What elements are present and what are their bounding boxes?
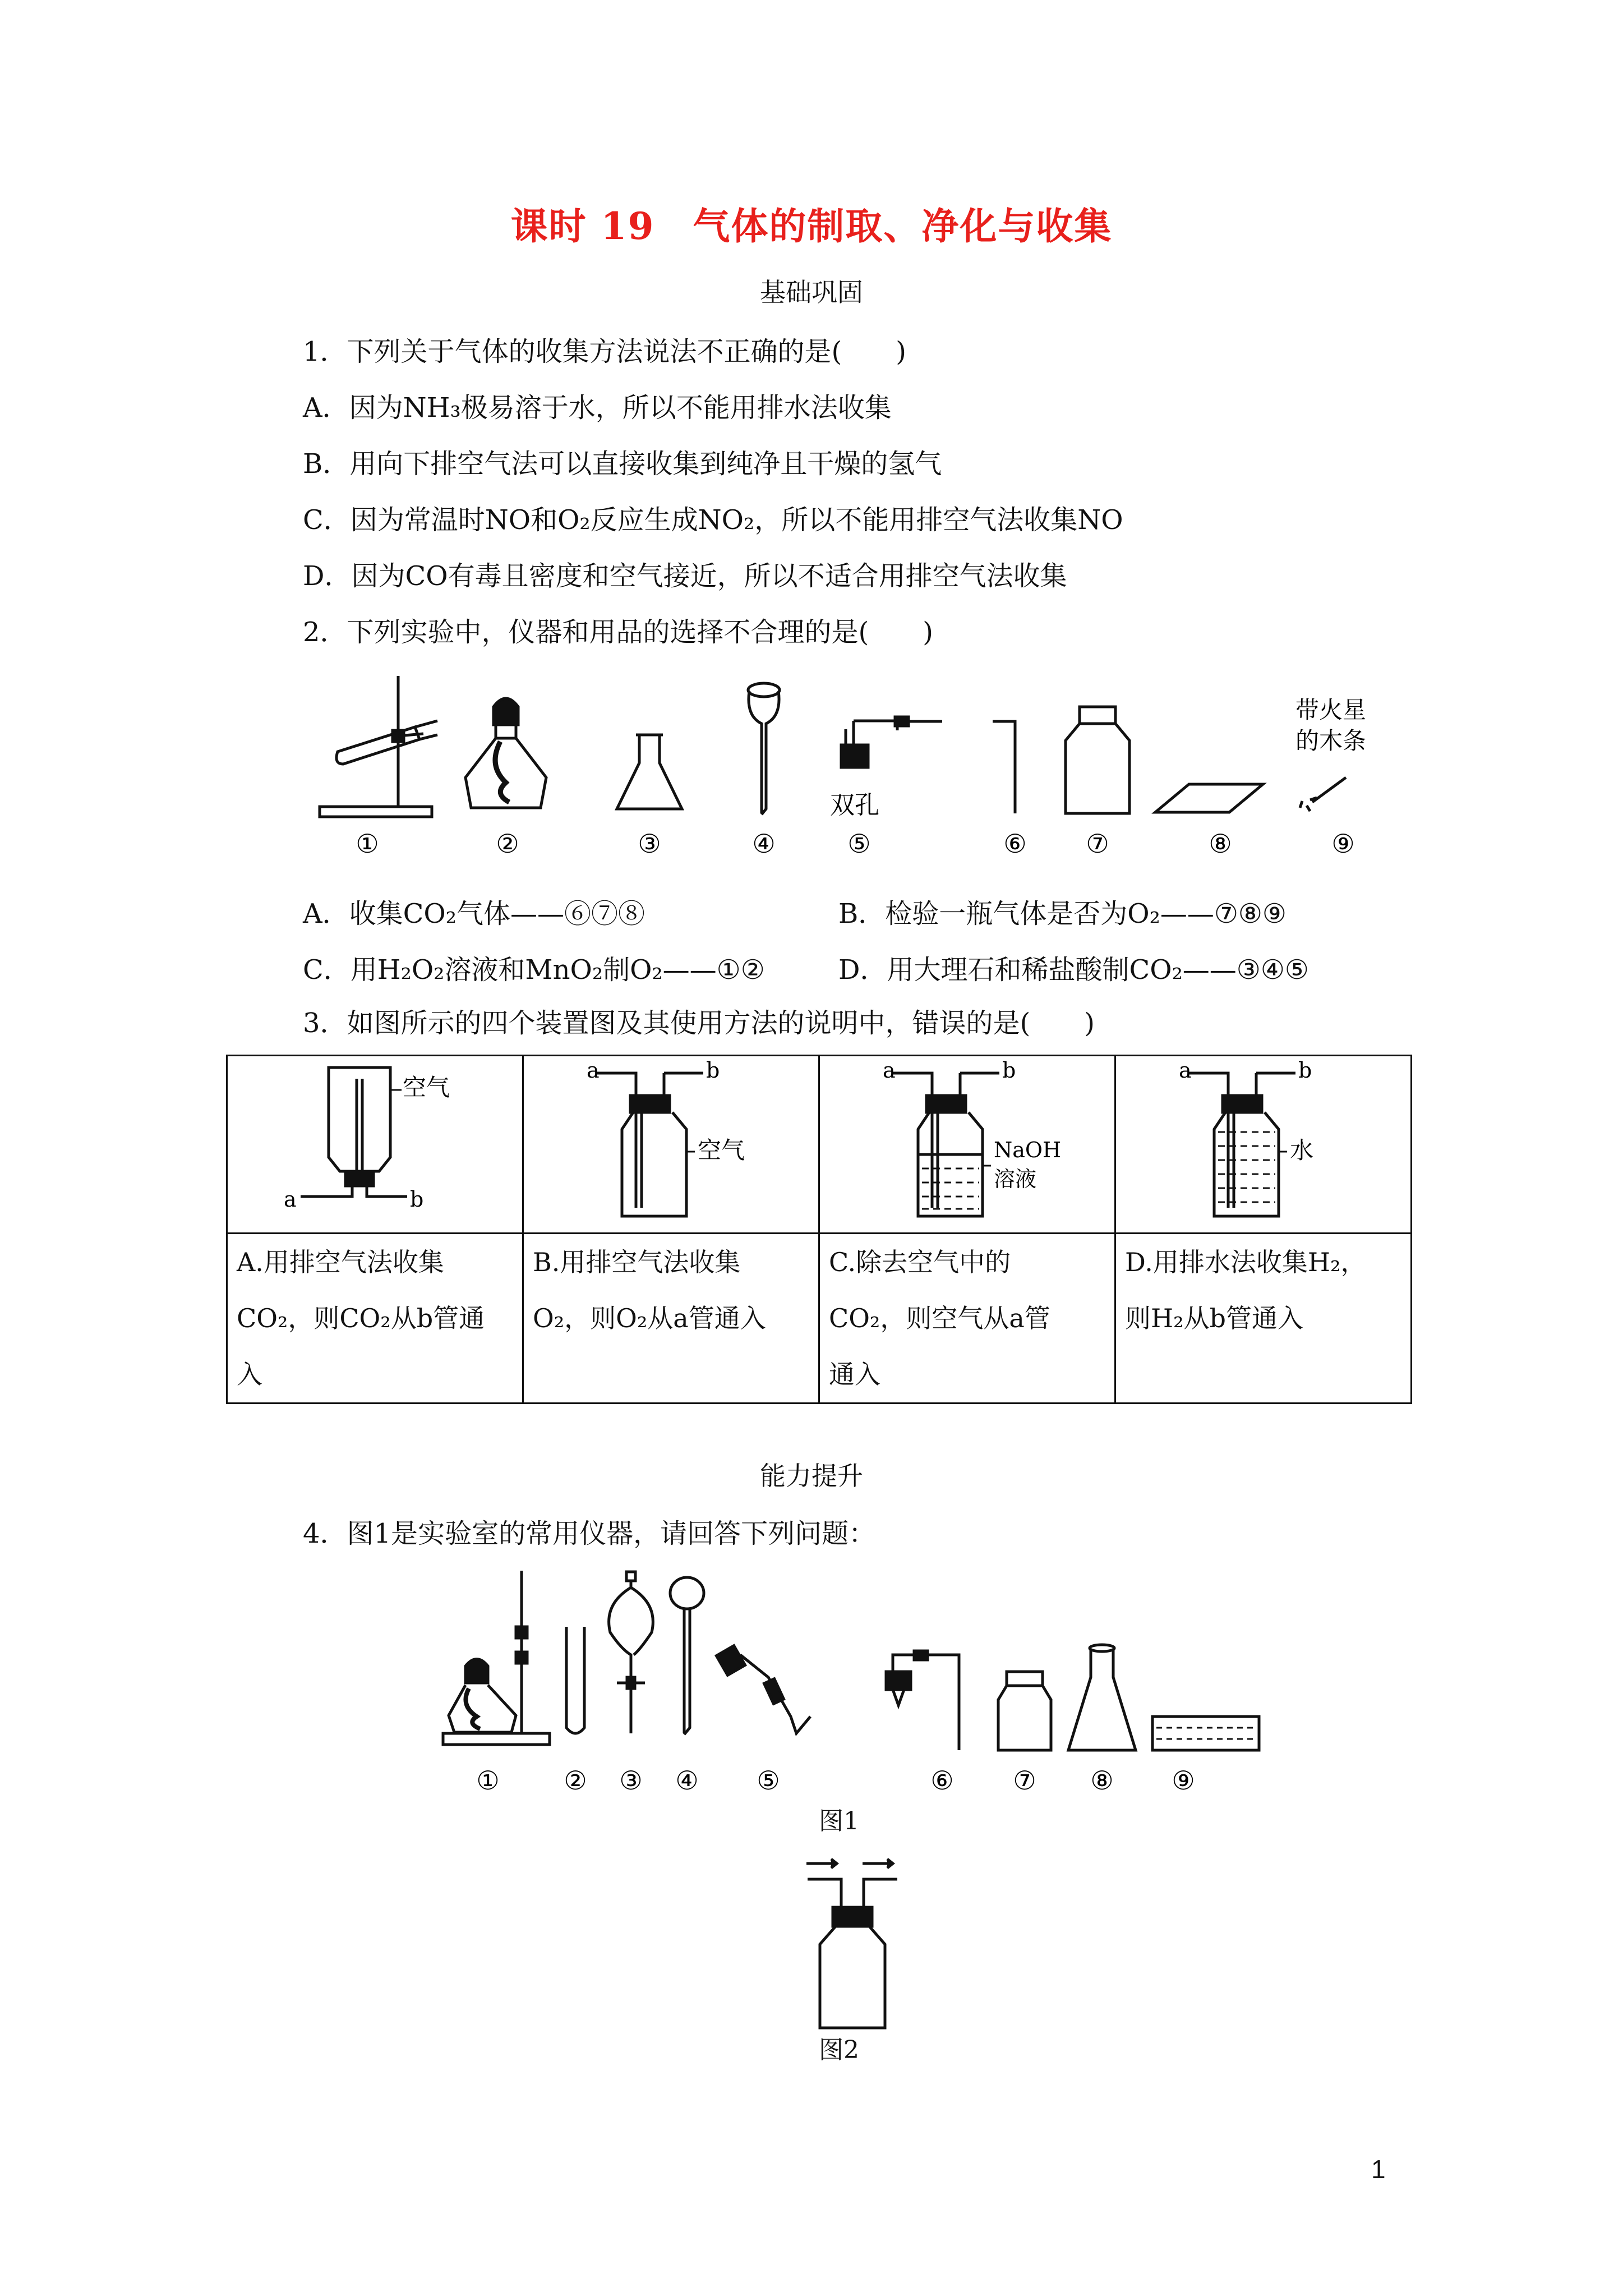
glowing-splint-icon	[1300, 777, 1346, 811]
q2-label-7: ⑦	[1086, 829, 1109, 859]
q3-stem: 3．如图所示的四个装置图及其使用方法的说明中，错误的是( )	[303, 1007, 1095, 1039]
separatory-funnel-icon	[609, 1572, 653, 1733]
q4-stem: 4．图1是实验室的常用仪器，请回答下列问题：	[303, 1518, 876, 1549]
svg-text:空气: 空气	[403, 1074, 450, 1101]
q2-label-6: ⑥	[1003, 829, 1027, 859]
q1-option-a: A．因为NH₃极易溶于水，所以不能用排水法收集	[303, 392, 892, 424]
q2-apparatus-figure	[303, 668, 1424, 875]
q1-option-c: C．因为常温时NO和O₂反应生成NO₂，所以不能用排空气法收集NO	[303, 504, 1123, 536]
q1-option-d: D．因为CO有毒且密度和空气接近，所以不适合用排空气法收集	[303, 560, 1067, 592]
section-ability-heading: 能力提升	[760, 1461, 863, 1491]
svg-text:空气: 空气	[698, 1137, 745, 1164]
long-neck-funnel-icon	[670, 1577, 704, 1734]
svg-text:a: a	[284, 1187, 297, 1212]
q2-label-9: ⑨	[1331, 829, 1355, 859]
alcohol-lamp-icon	[465, 698, 546, 808]
svg-text:水: 水	[1290, 1137, 1314, 1164]
q2-stem: 2．下列实验中，仪器和用品的选择不合理的是( )	[303, 616, 933, 648]
q3-option-d: D.用排水法收集H₂， 则H₂从b管通入	[1115, 1234, 1412, 1404]
iron-stand-icon	[320, 676, 437, 817]
q2-label-1: ①	[356, 829, 379, 859]
stopper-bent-tube-icon	[716, 1646, 810, 1733]
q3-image-c	[819, 1056, 1115, 1234]
two-hole-stopper-icon	[841, 717, 942, 767]
q2-label-2: ②	[496, 829, 519, 859]
q4-label-2: ②	[564, 1765, 587, 1796]
q4-label-6: ⑥	[930, 1765, 954, 1796]
q2-label-4: ④	[752, 829, 776, 859]
svg-text:b: b	[1002, 1058, 1016, 1083]
svg-text:b: b	[1298, 1058, 1312, 1083]
q1-stem: 1．下列关于气体的收集方法说法不正确的是( )	[303, 336, 906, 367]
q4-figure-2	[796, 1851, 909, 2036]
q2-label-5-note: 双孔	[830, 791, 879, 820]
bent-glass-tube-icon	[993, 721, 1015, 813]
svg-text:a: a	[587, 1058, 600, 1083]
q4-figure-1	[437, 1565, 1267, 1801]
svg-text:溶液: 溶液	[994, 1167, 1037, 1191]
test-tube-icon	[566, 1627, 584, 1733]
q3-apparatus-table	[226, 1055, 1412, 1404]
q2-label-9-note-1: 带火星	[1295, 696, 1367, 724]
q1-option-b: B．用向下排空气法可以直接收集到纯净且干燥的氢气	[303, 448, 942, 480]
q2-option-b: B．检验一瓶气体是否为O₂——⑦⑧⑨	[838, 898, 1287, 930]
stopper-long-tube-icon	[886, 1651, 959, 1750]
conical-flask-icon	[617, 735, 682, 809]
q3-option-c: C.除去空气中的 CO₂，则空气从a管 通入	[819, 1234, 1115, 1404]
svg-text:a: a	[1179, 1058, 1192, 1083]
q3-image-d	[1115, 1056, 1412, 1234]
fig1-caption: 图1	[819, 1807, 859, 1835]
q2-label-3: ③	[638, 829, 661, 859]
q2-label-8: ⑧	[1209, 829, 1232, 859]
page-title: 课时 19 气体的制取、净化与收集	[510, 204, 1113, 248]
water-trough-icon	[1152, 1717, 1259, 1750]
fig2-caption: 图2	[819, 2036, 859, 2064]
q2-label-5: ⑤	[847, 829, 871, 859]
gas-collecting-bottle-icon	[1066, 707, 1129, 813]
q2-option-a: A．收集CO₂气体——⑥⑦⑧	[303, 898, 645, 930]
q4-label-9: ⑨	[1172, 1765, 1195, 1796]
q4-label-5: ⑤	[757, 1765, 780, 1796]
page-number: 1	[1371, 2155, 1386, 2184]
q4-label-4: ④	[675, 1765, 699, 1796]
wide-mouth-bottle-icon	[998, 1672, 1051, 1750]
q2-label-9-note-2: 的木条	[1295, 727, 1367, 754]
q2-option-c: C．用H₂O₂溶液和MnO₂制O₂——①②	[303, 954, 765, 986]
svg-text:a: a	[883, 1058, 896, 1083]
svg-text:b: b	[706, 1058, 720, 1083]
q2-option-d: D．用大理石和稀盐酸制CO₂——③④⑤	[838, 954, 1309, 986]
section-basic-heading: 基础巩固	[760, 277, 863, 307]
q3-option-b: B.用排空气法收集 O₂，则O₂从a管通入	[523, 1234, 819, 1404]
q3-image-b	[523, 1056, 819, 1234]
long-neck-funnel-icon	[748, 683, 780, 815]
q4-label-3: ③	[619, 1765, 643, 1796]
q4-label-7: ⑦	[1013, 1765, 1036, 1796]
lamp-on-stand-icon	[443, 1571, 550, 1745]
glass-plate-icon	[1155, 784, 1263, 812]
conical-flask-icon	[1068, 1645, 1136, 1750]
q3-option-a: A.用排空气法收集 CO₂，则CO₂从b管通 入	[227, 1234, 523, 1404]
svg-text:b: b	[410, 1187, 424, 1212]
q4-label-8: ⑧	[1090, 1765, 1114, 1796]
q3-image-a	[227, 1056, 523, 1234]
q4-label-1: ①	[476, 1765, 500, 1796]
svg-text:NaOH: NaOH	[994, 1138, 1062, 1162]
